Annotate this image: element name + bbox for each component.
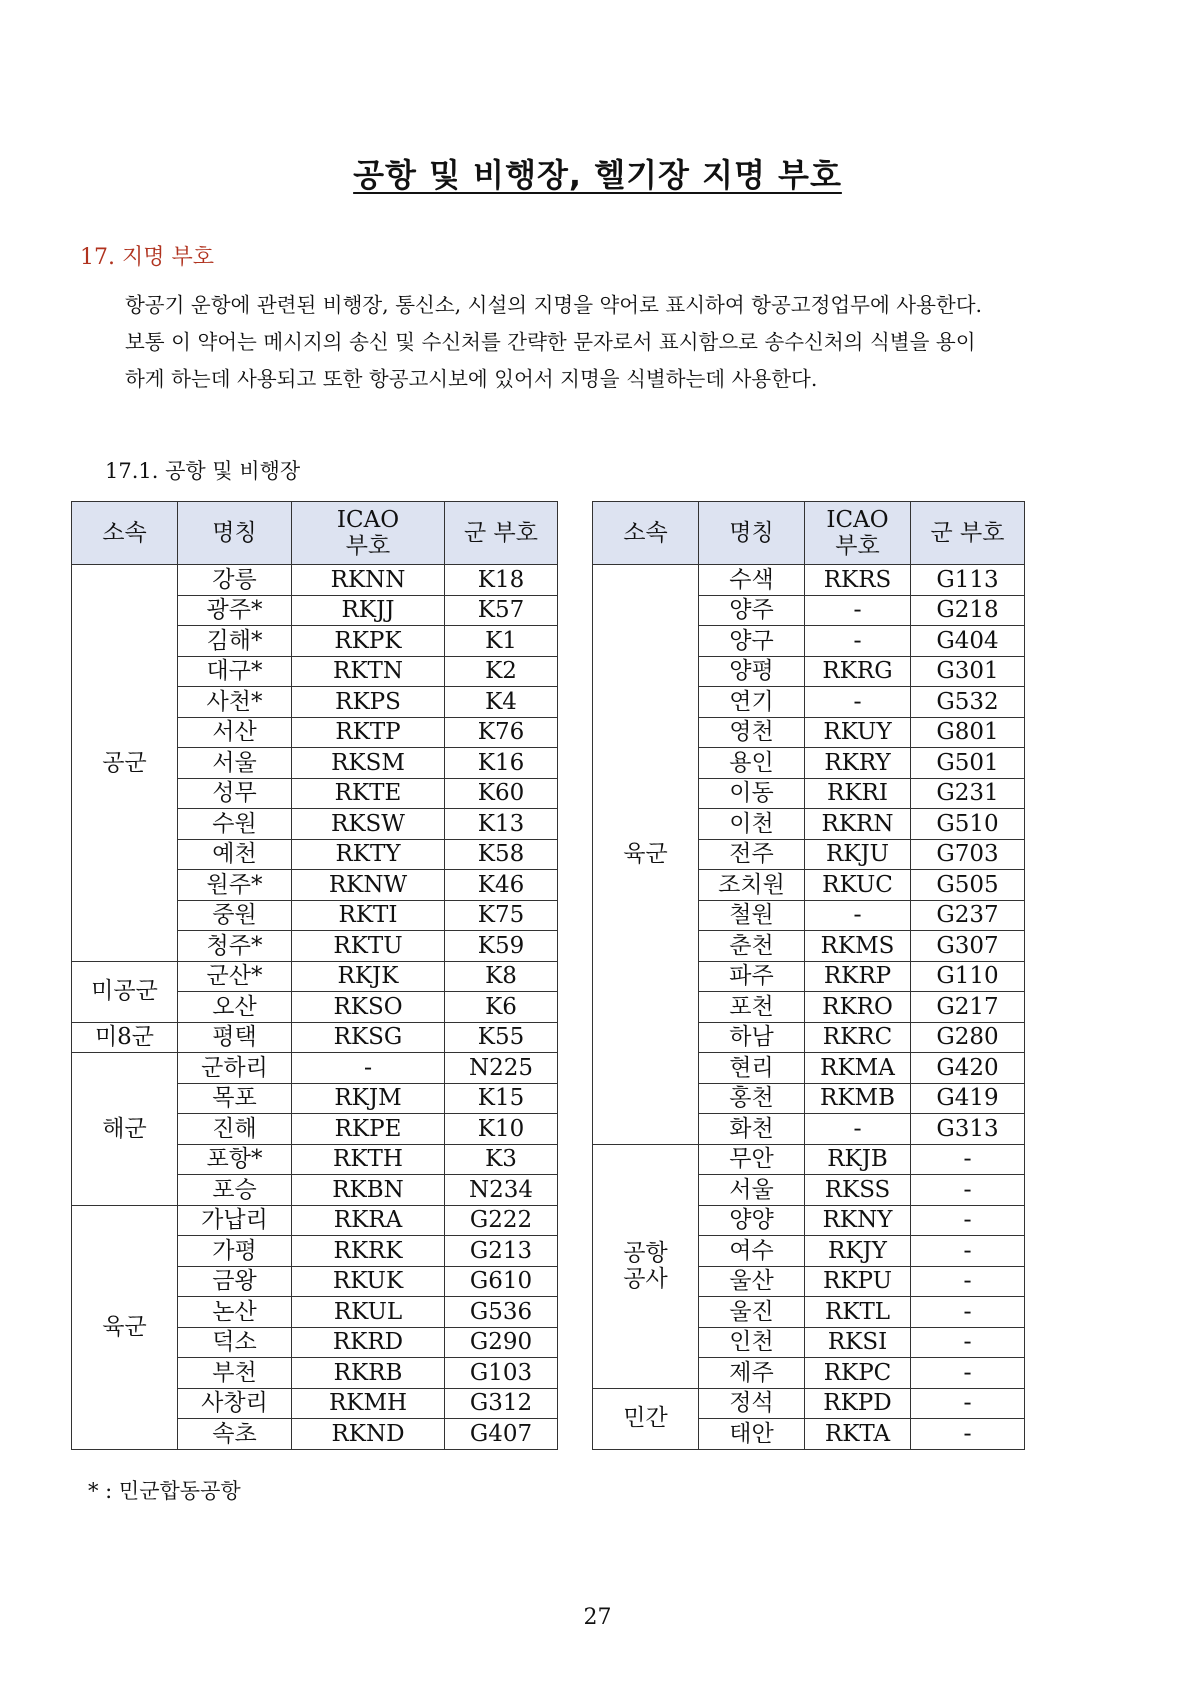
military-code-cell: K16	[445, 748, 558, 779]
name-cell: 철원	[699, 900, 805, 931]
icao-cell: RKUC	[805, 870, 911, 901]
name-cell: 사천*	[178, 687, 292, 718]
military-code-cell: G420	[911, 1053, 1025, 1084]
icao-cell: RKRS	[805, 565, 911, 596]
icao-cell: -	[805, 687, 911, 718]
header-military-code: 군 부호	[911, 502, 1025, 565]
military-code-cell: G290	[445, 1327, 558, 1358]
icao-cell: RKNY	[805, 1205, 911, 1236]
header-affiliation: 소속	[593, 502, 699, 565]
name-cell: 이동	[699, 778, 805, 809]
military-code-cell: G510	[911, 809, 1025, 840]
icao-cell: RKRB	[292, 1358, 445, 1389]
icao-cell: RKSW	[292, 809, 445, 840]
affiliation-cell: 공항 공사	[593, 1144, 699, 1388]
icao-cell: RKPU	[805, 1266, 911, 1297]
military-code-cell: -	[911, 1297, 1025, 1328]
military-code-cell: N234	[445, 1175, 558, 1206]
name-cell: 영천	[699, 717, 805, 748]
icao-cell: RKRK	[292, 1236, 445, 1267]
icao-cell: RKMS	[805, 931, 911, 962]
icao-cell: -	[805, 900, 911, 931]
affiliation-cell: 미공군	[72, 961, 178, 1022]
military-code-cell: -	[911, 1358, 1025, 1389]
footnote: * : 민군합동공항	[88, 1479, 241, 1503]
airfield-table-left	[71, 501, 558, 1450]
icao-cell: RKRI	[805, 778, 911, 809]
icao-cell: RKND	[292, 1419, 445, 1450]
icao-cell: RKUY	[805, 717, 911, 748]
icao-cell: RKRG	[805, 656, 911, 687]
name-cell: 예천	[178, 839, 292, 870]
military-code-cell: G801	[911, 717, 1025, 748]
name-cell: 수원	[178, 809, 292, 840]
name-cell: 강릉	[178, 565, 292, 596]
military-code-cell: G532	[911, 687, 1025, 718]
icao-cell: RKJB	[805, 1144, 911, 1175]
military-code-cell: G307	[911, 931, 1025, 962]
name-cell: 가평	[178, 1236, 292, 1267]
military-code-cell: K6	[445, 992, 558, 1023]
military-code-cell: -	[911, 1327, 1025, 1358]
table-row	[72, 1205, 558, 1236]
name-cell: 서산	[178, 717, 292, 748]
icao-cell: RKPC	[805, 1358, 911, 1389]
military-code-cell: K59	[445, 931, 558, 962]
military-code-cell: K13	[445, 809, 558, 840]
affiliation-cell: 민간	[593, 1388, 699, 1449]
name-cell: 군하리	[178, 1053, 292, 1084]
military-code-cell: -	[911, 1175, 1025, 1206]
name-cell: 포항*	[178, 1144, 292, 1175]
military-code-cell: G536	[445, 1297, 558, 1328]
name-cell: 연기	[699, 687, 805, 718]
icao-cell: RKRA	[292, 1205, 445, 1236]
icao-cell: RKTP	[292, 717, 445, 748]
icao-cell: RKMH	[292, 1388, 445, 1419]
name-cell: 홍천	[699, 1083, 805, 1114]
header-icao-code: ICAO 부호	[805, 502, 911, 565]
military-code-cell: G501	[911, 748, 1025, 779]
icao-cell: RKPS	[292, 687, 445, 718]
military-code-cell: G217	[911, 992, 1025, 1023]
icao-cell: RKJY	[805, 1236, 911, 1267]
icao-cell: RKSO	[292, 992, 445, 1023]
icao-cell: RKSI	[805, 1327, 911, 1358]
military-code-cell: K76	[445, 717, 558, 748]
icao-cell: -	[805, 626, 911, 657]
icao-cell: RKSG	[292, 1022, 445, 1053]
name-cell: 무안	[699, 1144, 805, 1175]
name-cell: 속초	[178, 1419, 292, 1450]
military-code-cell: -	[911, 1144, 1025, 1175]
military-code-cell: G213	[445, 1236, 558, 1267]
military-code-cell: G301	[911, 656, 1025, 687]
name-cell: 파주	[699, 961, 805, 992]
icao-cell: RKPK	[292, 626, 445, 657]
icao-cell: RKUL	[292, 1297, 445, 1328]
name-cell: 태안	[699, 1419, 805, 1450]
name-cell: 춘천	[699, 931, 805, 962]
icao-cell: RKMA	[805, 1053, 911, 1084]
military-code-cell: -	[911, 1266, 1025, 1297]
affiliation-cell: 공군	[72, 565, 178, 962]
name-cell: 금왕	[178, 1266, 292, 1297]
military-code-cell: G113	[911, 565, 1025, 596]
icao-cell: RKRD	[292, 1327, 445, 1358]
table-row	[72, 565, 558, 596]
name-cell: 양평	[699, 656, 805, 687]
name-cell: 이천	[699, 809, 805, 840]
name-cell: 제주	[699, 1358, 805, 1389]
paragraph-line: 하게 하는데 사용되고 또한 항공고시보에 있어서 지명을 식별하는데 사용한다.	[125, 367, 818, 391]
icao-cell: RKSS	[805, 1175, 911, 1206]
military-code-cell: G103	[445, 1358, 558, 1389]
icao-cell: RKTU	[292, 931, 445, 962]
military-code-cell: G312	[445, 1388, 558, 1419]
name-cell: 김해*	[178, 626, 292, 657]
table-row	[72, 1022, 558, 1053]
name-cell: 서울	[699, 1175, 805, 1206]
affiliation-cell: 육군	[593, 565, 699, 1145]
name-cell: 진해	[178, 1114, 292, 1145]
section-heading: 17. 지명 부호	[80, 245, 214, 270]
name-cell: 중원	[178, 900, 292, 931]
icao-cell: RKPE	[292, 1114, 445, 1145]
military-code-cell: G404	[911, 626, 1025, 657]
icao-cell: RKTI	[292, 900, 445, 931]
affiliation-cell: 해군	[72, 1053, 178, 1206]
icao-cell: RKJK	[292, 961, 445, 992]
table-row	[593, 1144, 1025, 1175]
header-military-code: 군 부호	[445, 502, 558, 565]
military-code-cell: N225	[445, 1053, 558, 1084]
name-cell: 원주*	[178, 870, 292, 901]
name-cell: 포승	[178, 1175, 292, 1206]
table-row	[593, 1388, 1025, 1419]
military-code-cell: G313	[911, 1114, 1025, 1145]
name-cell: 대구*	[178, 656, 292, 687]
military-code-cell: G110	[911, 961, 1025, 992]
military-code-cell: -	[911, 1419, 1025, 1450]
military-code-cell: G610	[445, 1266, 558, 1297]
military-code-cell: K55	[445, 1022, 558, 1053]
icao-cell: RKRY	[805, 748, 911, 779]
name-cell: 오산	[178, 992, 292, 1023]
name-cell: 울진	[699, 1297, 805, 1328]
military-code-cell: G407	[445, 1419, 558, 1450]
icao-cell: -	[805, 595, 911, 626]
header-affiliation: 소속	[72, 502, 178, 565]
military-code-cell: K1	[445, 626, 558, 657]
icao-cell: RKNW	[292, 870, 445, 901]
name-cell: 울산	[699, 1266, 805, 1297]
military-code-cell: K46	[445, 870, 558, 901]
name-cell: 서울	[178, 748, 292, 779]
military-code-cell: K75	[445, 900, 558, 931]
military-code-cell: G703	[911, 839, 1025, 870]
military-code-cell: G280	[911, 1022, 1025, 1053]
intro-paragraph	[125, 287, 1120, 398]
header-row	[593, 502, 1025, 565]
military-code-cell: K3	[445, 1144, 558, 1175]
name-cell: 양주	[699, 595, 805, 626]
military-code-cell: K58	[445, 839, 558, 870]
icao-cell: RKTE	[292, 778, 445, 809]
name-cell: 인천	[699, 1327, 805, 1358]
name-cell: 여수	[699, 1236, 805, 1267]
name-cell: 조치원	[699, 870, 805, 901]
page-title: 공항 및 비행장, 헬기장 지명 부호	[353, 156, 842, 194]
table-row	[593, 565, 1025, 596]
name-cell: 양양	[699, 1205, 805, 1236]
military-code-cell: G237	[911, 900, 1025, 931]
name-cell: 포천	[699, 992, 805, 1023]
military-code-cell: G222	[445, 1205, 558, 1236]
icao-cell: -	[805, 1114, 911, 1145]
icao-cell: RKTH	[292, 1144, 445, 1175]
icao-cell: RKSM	[292, 748, 445, 779]
header-row	[72, 502, 558, 565]
icao-cell: RKJM	[292, 1083, 445, 1114]
military-code-cell: G505	[911, 870, 1025, 901]
military-code-cell: K15	[445, 1083, 558, 1114]
paragraph-line: 보통 이 약어는 메시지의 송신 및 수신처를 간략한 문자로서 표시함으로 송수신처의 식별을 용이	[125, 330, 976, 354]
military-code-cell: K57	[445, 595, 558, 626]
header-icao-code: ICAO 부호	[292, 502, 445, 565]
icao-cell: RKTN	[292, 656, 445, 687]
icao-cell: RKRO	[805, 992, 911, 1023]
military-code-cell: G419	[911, 1083, 1025, 1114]
name-cell: 부천	[178, 1358, 292, 1389]
icao-cell: RKRP	[805, 961, 911, 992]
name-cell: 평택	[178, 1022, 292, 1053]
military-code-cell: -	[911, 1388, 1025, 1419]
military-code-cell: K2	[445, 656, 558, 687]
name-cell: 현리	[699, 1053, 805, 1084]
name-cell: 청주*	[178, 931, 292, 962]
military-code-cell: K4	[445, 687, 558, 718]
name-cell: 성무	[178, 778, 292, 809]
name-cell: 가납리	[178, 1205, 292, 1236]
name-cell: 덕소	[178, 1327, 292, 1358]
name-cell: 전주	[699, 839, 805, 870]
icao-cell: RKUK	[292, 1266, 445, 1297]
affiliation-cell: 미8군	[72, 1022, 178, 1053]
military-code-cell: G218	[911, 595, 1025, 626]
icao-cell: RKPD	[805, 1388, 911, 1419]
military-code-cell: K18	[445, 565, 558, 596]
affiliation-cell: 육군	[72, 1205, 178, 1449]
icao-cell: RKRC	[805, 1022, 911, 1053]
name-cell: 용인	[699, 748, 805, 779]
icao-cell: RKRN	[805, 809, 911, 840]
military-code-cell: -	[911, 1205, 1025, 1236]
name-cell: 수색	[699, 565, 805, 596]
name-cell: 정석	[699, 1388, 805, 1419]
icao-cell: RKBN	[292, 1175, 445, 1206]
icao-cell: RKTY	[292, 839, 445, 870]
airfield-table-right	[592, 501, 1025, 1450]
header-name: 명칭	[178, 502, 292, 565]
icao-cell: RKMB	[805, 1083, 911, 1114]
military-code-cell: K10	[445, 1114, 558, 1145]
name-cell: 목포	[178, 1083, 292, 1114]
icao-cell: RKJU	[805, 839, 911, 870]
name-cell: 논산	[178, 1297, 292, 1328]
name-cell: 광주*	[178, 595, 292, 626]
icao-cell: -	[292, 1053, 445, 1084]
table-row	[72, 1053, 558, 1084]
icao-cell: RKTA	[805, 1419, 911, 1450]
military-code-cell: K60	[445, 778, 558, 809]
table-row	[72, 961, 558, 992]
name-cell: 화천	[699, 1114, 805, 1145]
name-cell: 하남	[699, 1022, 805, 1053]
icao-cell: RKNN	[292, 565, 445, 596]
icao-cell: RKJJ	[292, 595, 445, 626]
name-cell: 사창리	[178, 1388, 292, 1419]
military-code-cell: -	[911, 1236, 1025, 1267]
icao-cell: RKTL	[805, 1297, 911, 1328]
subsection-heading: 17.1. 공항 및 비행장	[105, 459, 301, 483]
military-code-cell: K8	[445, 961, 558, 992]
name-cell: 군산*	[178, 961, 292, 992]
paragraph-line: 항공기 운항에 관련된 비행장, 통신소, 시설의 지명을 약어로 표시하여 항공고정업무에 사용한다.	[125, 293, 983, 317]
page-number: 27	[583, 1605, 612, 1630]
military-code-cell: G231	[911, 778, 1025, 809]
name-cell: 양구	[699, 626, 805, 657]
header-name: 명칭	[699, 502, 805, 565]
